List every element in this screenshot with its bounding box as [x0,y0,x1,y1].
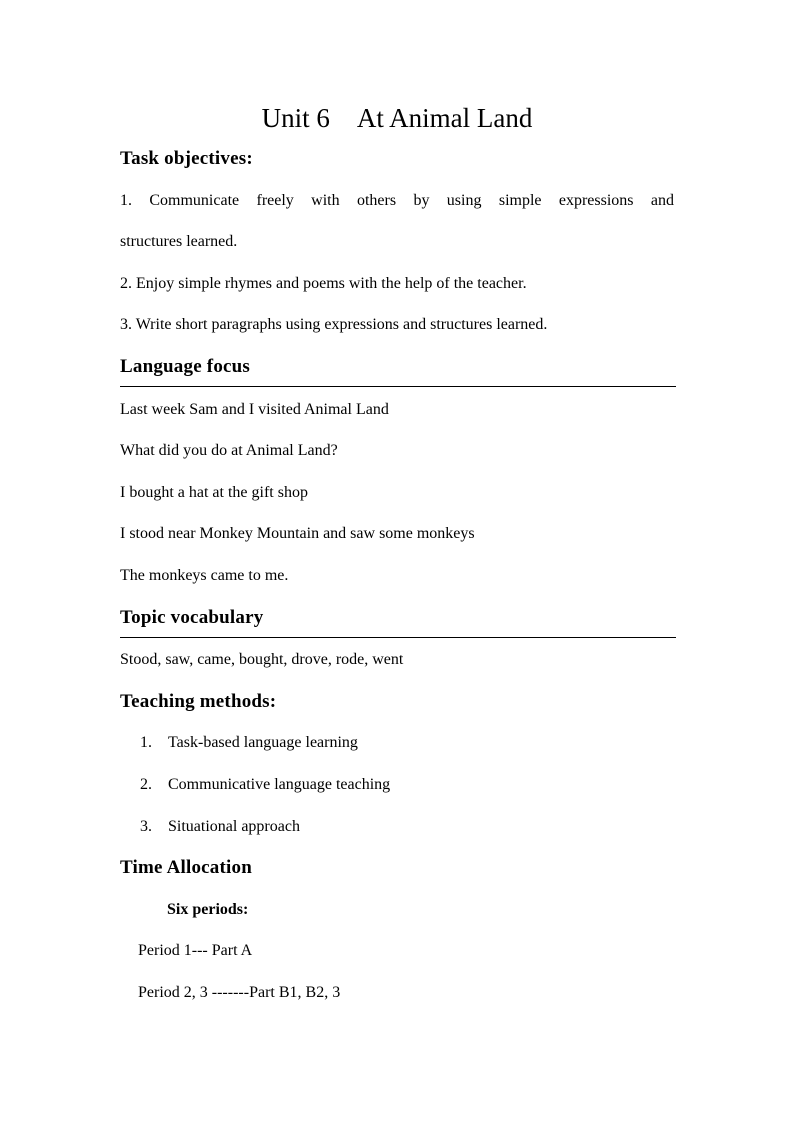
page-title [0,100,794,136]
teaching-method-item [140,775,390,795]
period-line: Period 2, 3 -------Part B1, B2, 3 [138,984,341,1001]
language-focus-line: What did you do at Animal Land? [120,442,338,459]
task-objectives-heading: Task objectives: [120,148,253,169]
period-line: Period 1--- Part A [138,942,253,959]
objective-1-line-2: structures learned. [120,233,238,250]
language-focus-line: I bought a hat at the gift shop [120,484,308,501]
language-focus-line: I stood near Monkey Mountain and saw some monkeys [120,525,475,542]
language-focus-heading: Language focus [120,356,251,377]
teaching-method-number: 3. [140,818,152,835]
teaching-methods-heading: Teaching methods: [120,691,277,712]
objective-2: 2. Enjoy simple rhymes and poems with the help of the teacher. [120,275,527,292]
language-focus-line: Last week Sam and I visited Animal Land [120,401,389,418]
unit-number: Unit 6 [261,103,330,133]
teaching-method-number: 1. [140,734,152,751]
teaching-method-text: Communicative language teaching [168,776,391,793]
teaching-method-text: Situational approach [168,818,300,835]
topic-vocabulary-divider [120,637,676,638]
topic-vocabulary-words: Stood, saw, came, bought, drove, rode, went [120,651,404,668]
language-focus-divider [120,386,676,387]
objective-1-line-1: 1. Communicate freely with others by using simple expressions and [120,192,674,209]
teaching-method-number: 2. [140,776,152,793]
teaching-method-text: Task-based language learning [168,734,358,751]
teaching-method-item [140,733,358,753]
unit-name: At Animal Land [356,103,533,133]
time-allocation-heading: Time Allocation [120,857,252,878]
objective-3: 3. Write short paragraphs using expressions and structures learned. [120,316,548,333]
topic-vocabulary-heading: Topic vocabulary [120,607,264,628]
teaching-method-item [140,817,300,837]
language-focus-line: The monkeys came to me. [120,567,289,584]
time-allocation-subheading: Six periods: [167,901,249,918]
